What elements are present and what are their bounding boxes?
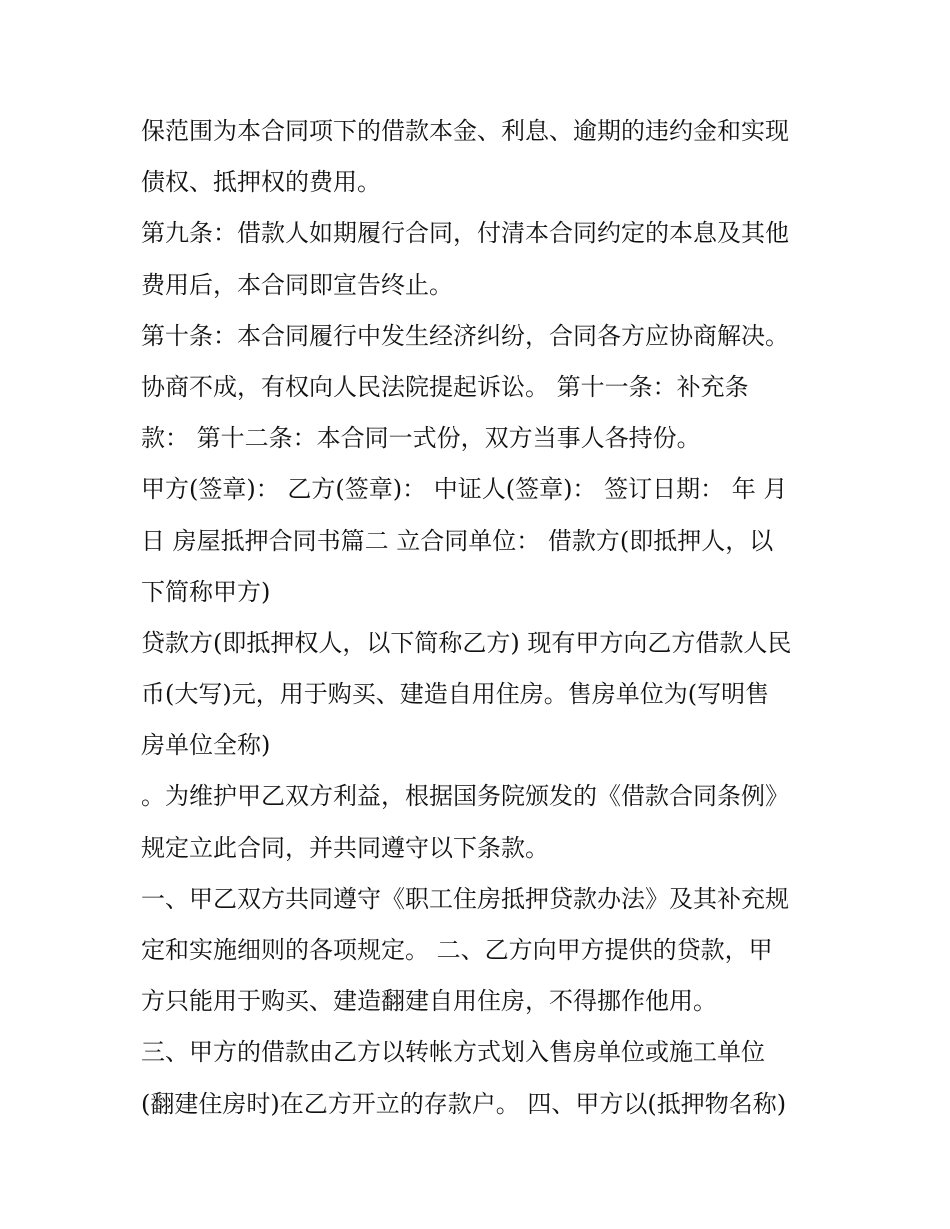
text-line-2: 债权、抵押权的费用。 — [141, 168, 381, 197]
text-line-18: 方只能用于购买、建造翻建自用住房，不得挪作他用。 — [141, 987, 717, 1016]
text-line-12: 币(大写)元，用于购买、建造自用住房。售房单位为(写明售 — [141, 680, 770, 709]
text-line-11: 贷款方(即抵押权人，以下简称乙方) 现有甲方向乙方借款人民 — [141, 628, 792, 657]
text-line-6: 协商不成，有权向人民法院提起诉讼。 第十一条：补充条 — [141, 372, 749, 401]
text-line-13: 房单位全称) — [141, 731, 271, 760]
text-line-4: 费用后，本合同即宣告终止。 — [141, 270, 453, 299]
text-line-3: 第九条：借款人如期履行合同，付清本合同约定的本息及其他 — [141, 219, 789, 248]
text-line-7: 款： 第十二条：本合同一式份，双方当事人各持份。 — [141, 424, 701, 453]
text-line-8: 甲方(签章)： 乙方(签章)： 中证人(签章)： 签订日期： 年 月 — [141, 475, 788, 504]
text-line-16: 一、甲乙双方共同遵守《职工住房抵押贷款办法》及其补充规 — [141, 884, 789, 913]
contract-text — [141, 106, 821, 1130]
text-line-1: 保范围为本合同项下的借款本金、利息、逾期的违约金和实现 — [141, 117, 789, 145]
text-line-17: 定和实施细则的各项规定。 二、乙方向甲方提供的贷款，甲 — [141, 936, 773, 964]
text-line-5: 第十条：本合同履行中发生经济纠纷，合同各方应协商解决。 — [141, 321, 789, 350]
text-line-20: (翻建住房时)在乙方开立的存款户。 四、甲方以(抵押物名称) — [141, 1089, 787, 1118]
text-line-15: 规定立此合同，并共同遵守以下条款。 — [141, 833, 549, 862]
text-line-9: 日 房屋抵押合同书篇二 立合同单位： 借款方(即抵押人，以 — [141, 526, 774, 555]
text-line-19: 三、甲方的借款由乙方以转帐方式划入售房单位或施工单位 — [141, 1038, 765, 1067]
text-line-14: 。为维护甲乙双方利益，根据国务院颁发的《借款合同条例》 — [141, 782, 789, 811]
text-line-10: 下简称甲方) — [141, 577, 271, 606]
